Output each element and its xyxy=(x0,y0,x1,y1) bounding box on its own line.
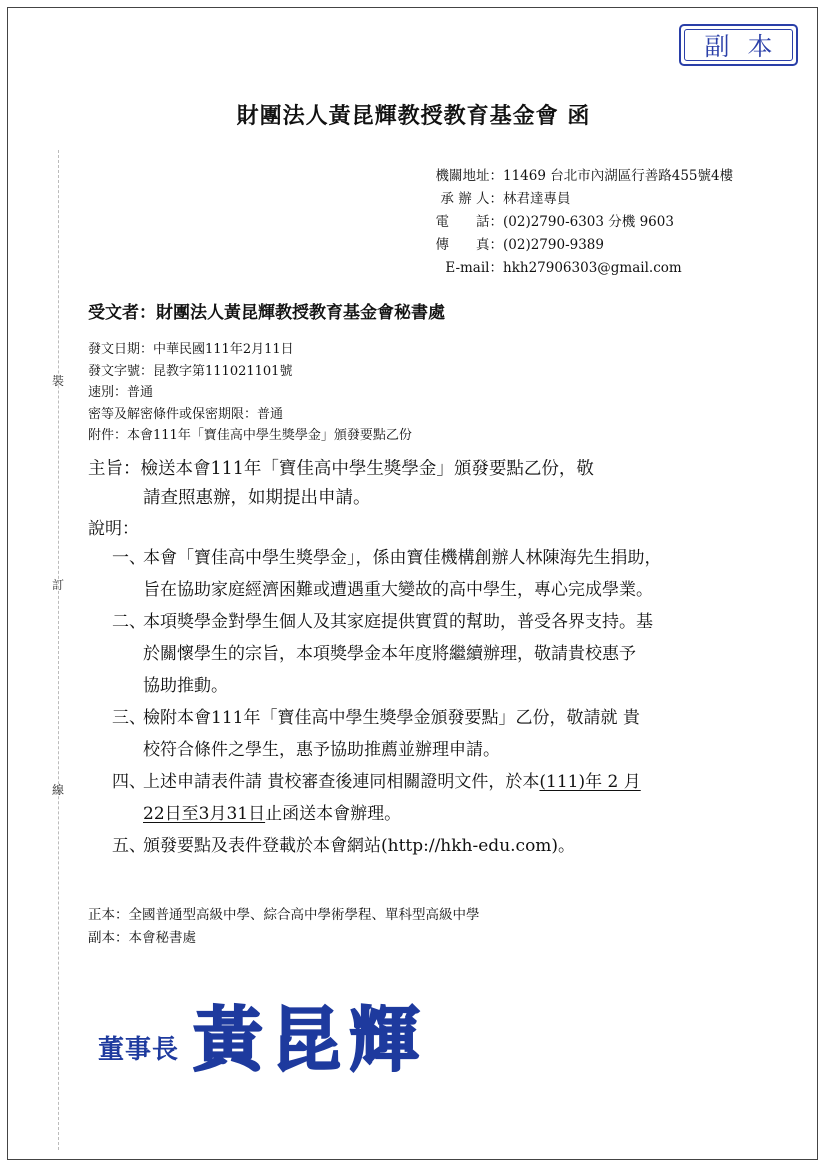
subject-line-1: 主旨：檢送本會111年「寶佳高中學生獎學金」頒發要點乙份，敬 xyxy=(88,459,594,479)
contact-label: E-mail： xyxy=(445,260,503,276)
contact-value: 林君達專員 xyxy=(503,191,571,207)
recipient: 受文者：財團法人黃昆輝教授教育基金會秘書處 xyxy=(88,303,445,323)
copy-stamp-text: 副本 xyxy=(704,32,791,61)
copy-stamp xyxy=(679,24,798,66)
binding-mark-xian: 線 xyxy=(52,783,65,797)
contact-fax xyxy=(396,234,733,257)
attachment: 附件：本會111年「寶佳高中學生獎學金」頒發要點乙份 xyxy=(88,428,412,443)
contact-value: (02)2790-9389 xyxy=(503,237,604,253)
item-number: 四、 xyxy=(112,772,146,792)
signature-name: 黃昆輝 xyxy=(193,998,428,1081)
signature-title: 董事長 xyxy=(98,1035,180,1065)
item-line xyxy=(143,766,752,798)
item-text: 止函送本會辦理。 xyxy=(265,804,402,824)
contact-handler xyxy=(396,188,733,211)
item-number: 三、 xyxy=(112,708,146,728)
explain-item-5 xyxy=(112,830,752,862)
binding-line xyxy=(58,150,60,1150)
contact-email xyxy=(396,257,733,280)
copy-recipients: 副本：本會秘書處 xyxy=(88,930,196,946)
item-line: 檢附本會111年「寶佳高中學生獎學金頒發要點」乙份，敬請就 貴 xyxy=(143,708,640,728)
explain-item-3 xyxy=(112,702,752,766)
contact-address xyxy=(396,165,733,188)
chairman-signature xyxy=(98,1000,427,1080)
distribution xyxy=(88,904,480,950)
contact-label: 傳 真： xyxy=(435,237,503,253)
item-number: 一、 xyxy=(112,548,146,568)
subject-line-2: 請查照惠辦，如期提出申請。 xyxy=(143,488,371,508)
explain-item-1 xyxy=(112,542,752,606)
item-line: 本會「寶佳高中學生獎學金」，係由寶佳機構創辦人林陳海先生捐助， xyxy=(143,548,662,568)
explain-heading: 說明： xyxy=(88,519,139,539)
item-line: 於關懷學生的宗旨，本項獎學金本年度將繼續辦理，敬請貴校惠予 xyxy=(143,644,636,664)
subject xyxy=(88,455,594,513)
item-text: 上述申請表件請 貴校審查後連同相關證明文件，於本 xyxy=(143,772,540,792)
item-line xyxy=(143,798,752,830)
contact-value: hkh27906303@gmail.com xyxy=(503,260,682,276)
document-number: 發文字號：昆教字第111021101號 xyxy=(88,363,293,379)
contact-value: (02)2790-6303 分機 9603 xyxy=(503,214,674,230)
contact-label: 承 辦 人： xyxy=(440,191,503,207)
item-line: 協助推動。 xyxy=(143,676,228,696)
meta-block xyxy=(88,339,412,447)
item-line: 校符合條件之學生，惠予協助推薦並辦理申請。 xyxy=(143,740,500,760)
confidentiality: 密等及解密條件或保密期限：普通 xyxy=(88,406,284,422)
item-line: 本項獎學金對學生個人及其家庭提供實質的幫助，普受各界支持。基 xyxy=(143,612,653,632)
explain-item-4 xyxy=(112,766,752,830)
contact-phone xyxy=(396,211,733,234)
binding-mark-zhuang: 裝 xyxy=(52,374,65,388)
item-line: 頒發要點及表件登載於本會網站(http://hkh-edu.com)。 xyxy=(143,836,576,856)
urgency: 速別：普通 xyxy=(88,385,154,400)
item-number: 五、 xyxy=(112,836,146,856)
explain-item-2 xyxy=(112,606,752,702)
contact-value: 11469 台北市內湖區行善路455號4樓 xyxy=(503,168,734,184)
contact-label: 電 話： xyxy=(435,214,503,230)
deadline-start: (111)年 2 月 xyxy=(539,772,641,792)
binding-mark-ding: 訂 xyxy=(52,578,65,592)
explain-items xyxy=(112,542,752,862)
main-recipients: 正本：全國普通型高級中學、綜合高中學術學程、單科型高級中學 xyxy=(88,907,480,923)
issue-date: 發文日期：中華民國111年2月11日 xyxy=(88,342,294,357)
contact-block xyxy=(396,165,733,280)
item-line: 旨在協助家庭經濟困難或遭遇重大變故的高中學生，專心完成學業。 xyxy=(143,580,653,600)
item-number: 二、 xyxy=(112,612,146,632)
document-title: 財團法人黃昆輝教授教育基金會 函 xyxy=(236,103,591,129)
contact-label: 機關地址： xyxy=(435,168,503,184)
deadline-range: 22日至3月31日 xyxy=(143,804,266,824)
